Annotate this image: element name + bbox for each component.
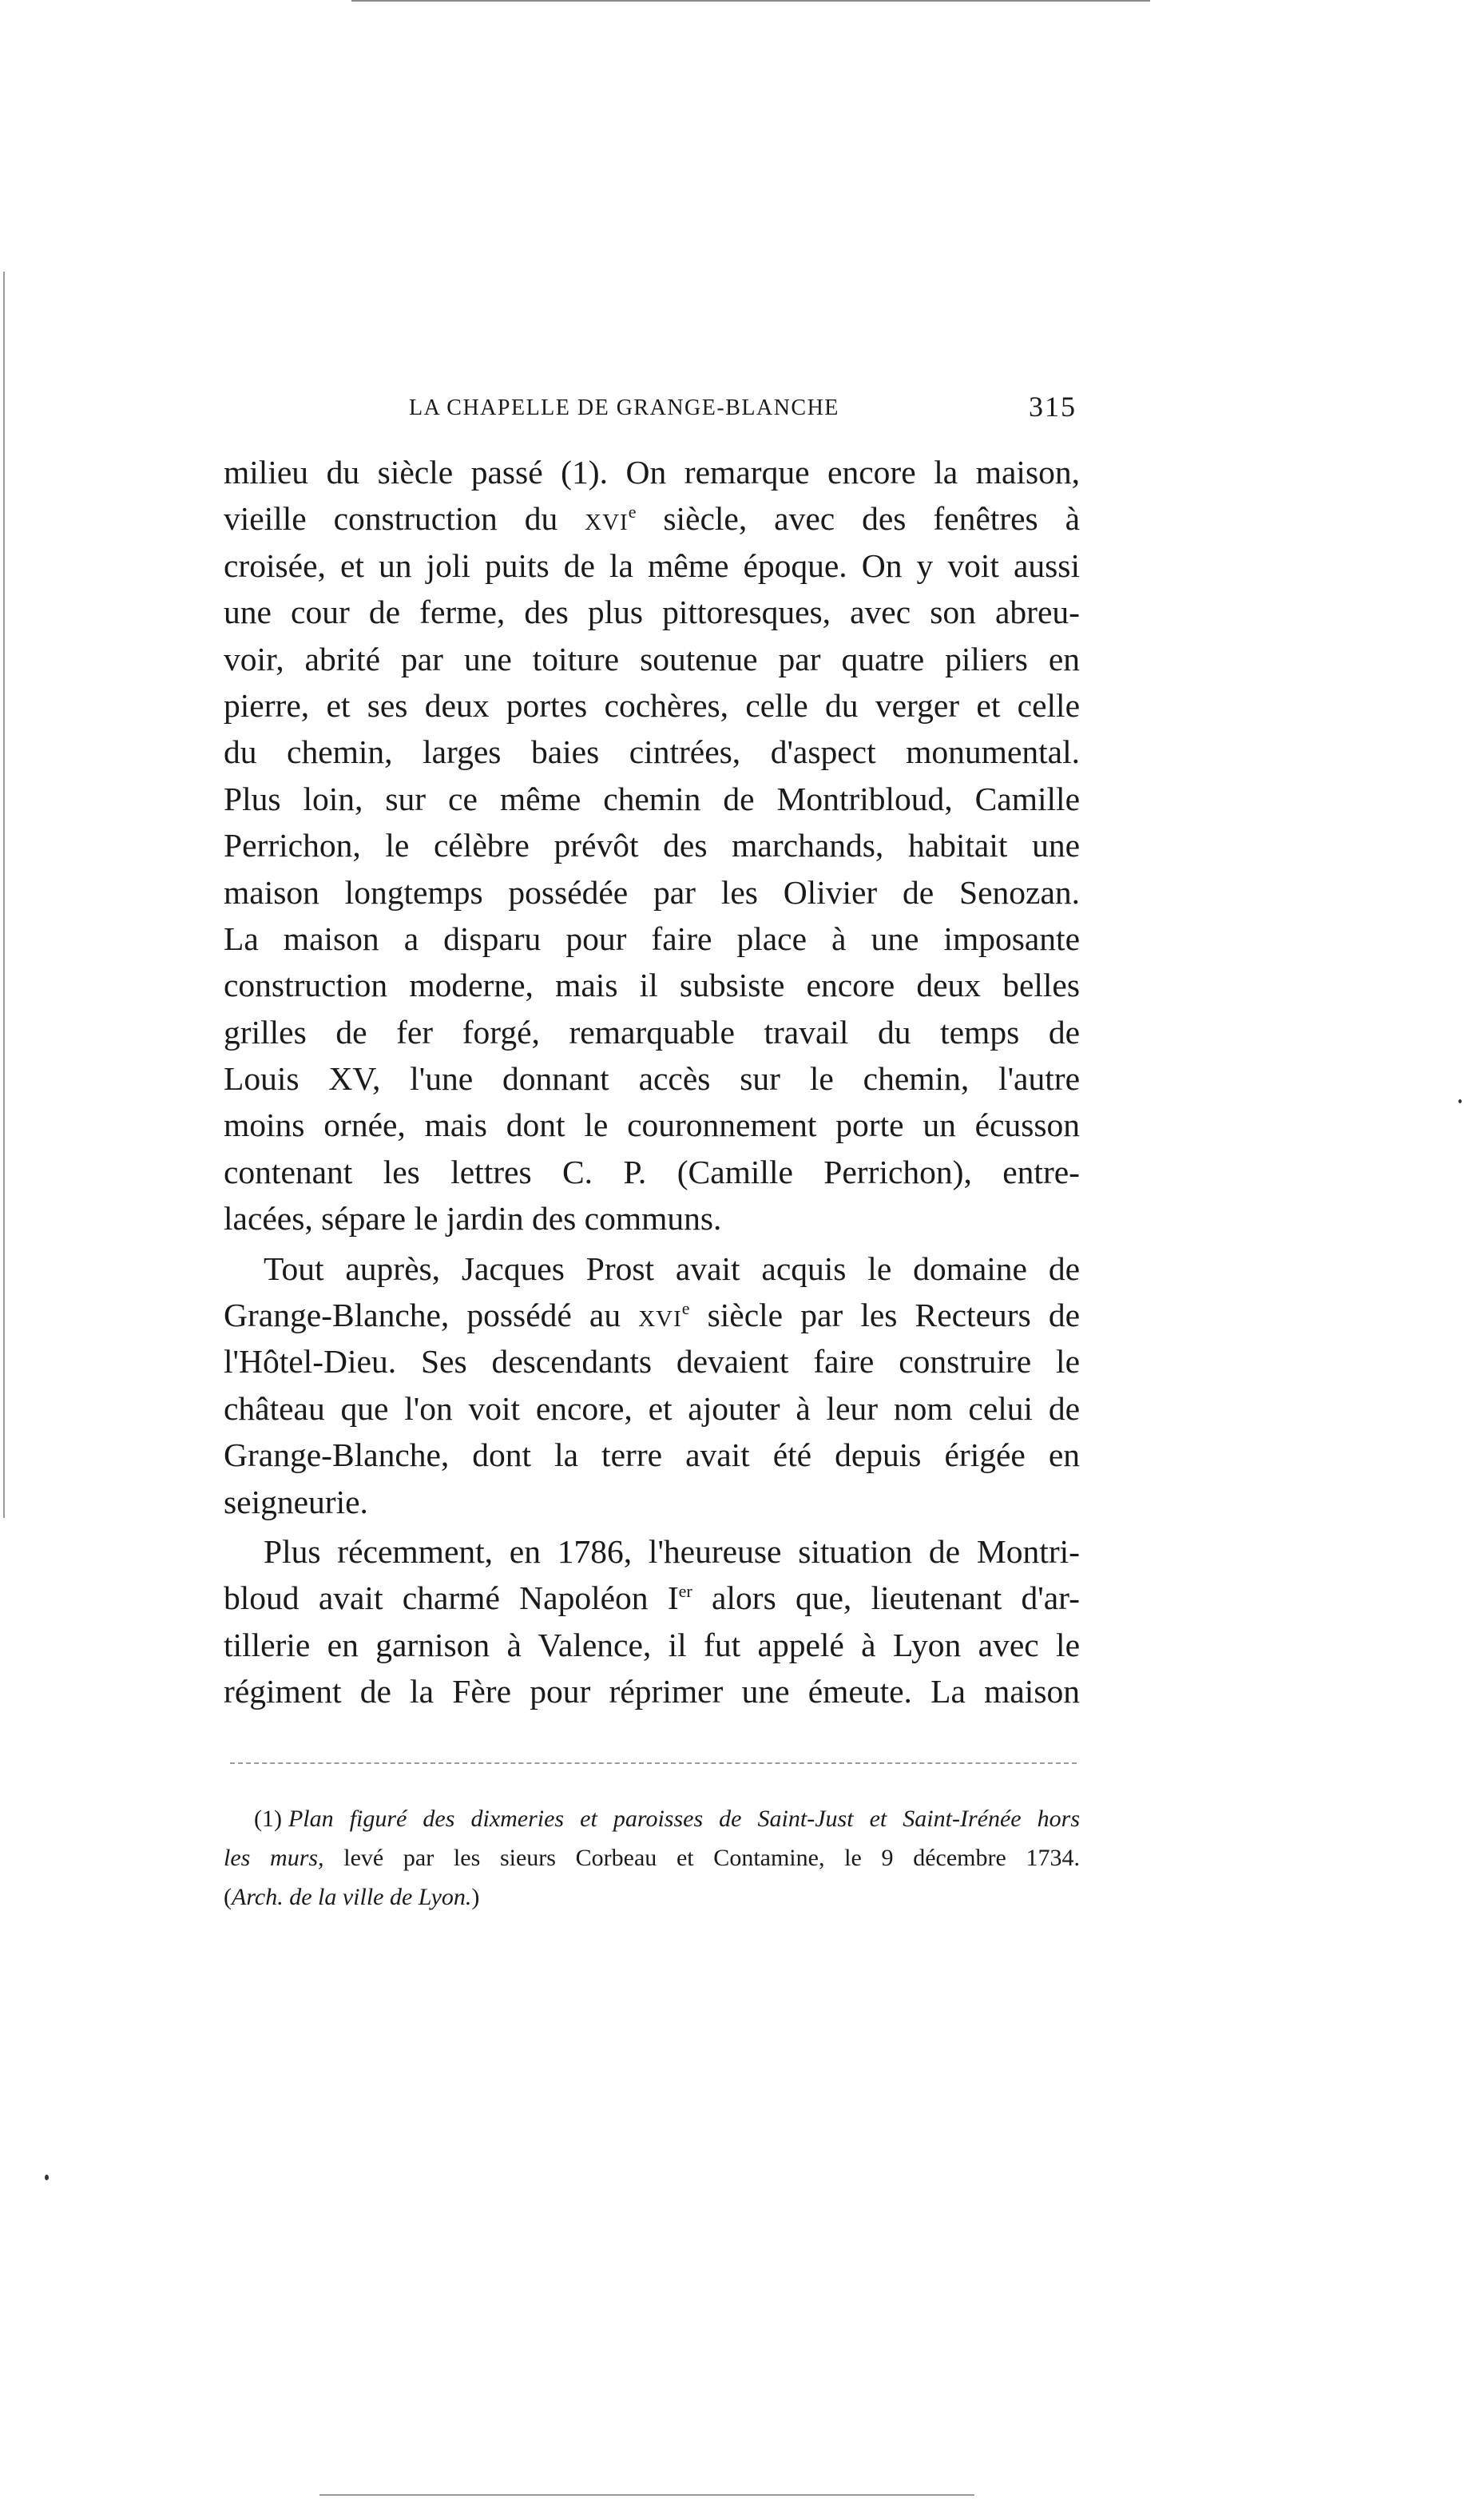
footnote-line: (1) Plan figuré des dixmeries et paroisses de Saint-Just et Saint-Irénée hors bbox=[254, 1806, 1080, 1832]
scan-speck bbox=[45, 2175, 49, 2180]
text-line: maison longtemps possédée par les Olivier de Senozan. bbox=[224, 873, 1080, 911]
paragraph-2 bbox=[224, 1246, 1080, 1525]
text-line: La maison a disparu pour faire place à une imposante bbox=[224, 920, 1080, 957]
text-line: une cour de ferme, des plus pittoresques, avec son abreu- bbox=[224, 594, 1080, 631]
text-line: milieu du siècle passé (1). On remarque encore la maison, bbox=[224, 454, 1080, 491]
text-line: pierre, et ses deux portes cochères, celle du verger et celle bbox=[224, 686, 1080, 724]
text-line: contenant les lettres C. P. (Camille Perrichon), entre- bbox=[224, 1153, 1080, 1190]
paragraph-1 bbox=[224, 449, 1080, 1242]
footnote-line: (Arch. de la ville de Lyon.) bbox=[224, 1884, 480, 1910]
text-line: Louis XV, l'une donnant accès sur le chemin, l'autre bbox=[224, 1060, 1080, 1098]
text-line: Perrichon, le célèbre prévôt des marchands, habitait une bbox=[224, 827, 1080, 864]
text-line: voir, abrité par une toiture soutenue par quatre piliers en bbox=[224, 640, 1080, 677]
text-line: croisée, et un joli puits de la même époque. On y voit aussi bbox=[224, 546, 1080, 584]
text-line: Grange-Blanche, dont la terre avait été depuis érigée en bbox=[224, 1436, 1080, 1474]
scan-edge-top bbox=[351, 0, 1150, 2]
footnote-rule bbox=[230, 1762, 1077, 1764]
text-line: construction moderne, mais il subsiste encore deux belles bbox=[224, 967, 1080, 1004]
text-line: l'Hôtel-Dieu. Ses descendants devaient faire construire le bbox=[224, 1343, 1080, 1381]
text-line: Plus récemment, en 1786, l'heureuse situation de Montri- bbox=[264, 1532, 1080, 1570]
text-line: Grange-Blanche, possédé au xvi$^e$ siècle par les Recteurs de bbox=[224, 1297, 1080, 1334]
scan-edge-left bbox=[3, 272, 5, 1518]
text-line: moins ornée, mais dont le couronnement porte un écusson bbox=[224, 1106, 1080, 1144]
text-line: tillerie en garnison à Valence, il fut appelé à Lyon avec le bbox=[224, 1626, 1080, 1663]
text-line: vieille construction du xvi$^e$ siècle, avec des fenêtres à bbox=[224, 500, 1080, 538]
text-line: lacées, sépare le jardin des communs. bbox=[224, 1200, 722, 1238]
text-line: du chemin, larges baies cintrées, d'aspect monumental. bbox=[224, 733, 1080, 771]
paragraph-3 bbox=[224, 1528, 1080, 1715]
footnote-line: les murs, levé par les sieurs Corbeau et Contamine, le 9 décembre 1734. bbox=[224, 1845, 1080, 1871]
text-line: grilles de fer forgé, remarquable travail du temps de bbox=[224, 1013, 1080, 1051]
text-line: seigneurie. bbox=[224, 1483, 368, 1520]
scan-speck bbox=[1458, 1099, 1462, 1103]
text-line: régiment de la Fère pour réprimer une émeute. La maison bbox=[224, 1673, 1080, 1710]
page-number: 315 bbox=[1029, 391, 1077, 423]
text-line: château que l'on voit encore, et ajouter à leur nom celui de bbox=[224, 1389, 1080, 1427]
running-title: LA CHAPELLE DE GRANGE-BLANCHE bbox=[409, 395, 839, 420]
text-line: bloud avait charmé Napoléon Ier alors que, lieutenant d'ar- bbox=[224, 1579, 1080, 1617]
footnote-marker: (1) bbox=[254, 1806, 282, 1832]
text-line: Tout auprès, Jacques Prost avait acquis le domaine de bbox=[264, 1250, 1080, 1287]
running-head bbox=[224, 388, 1080, 428]
scan-edge-bottom bbox=[319, 2494, 974, 2496]
body-text bbox=[224, 449, 1080, 1715]
footnote bbox=[224, 1799, 1080, 1917]
text-line: Plus loin, sur ce même chemin de Montribloud, Camille bbox=[224, 780, 1080, 817]
